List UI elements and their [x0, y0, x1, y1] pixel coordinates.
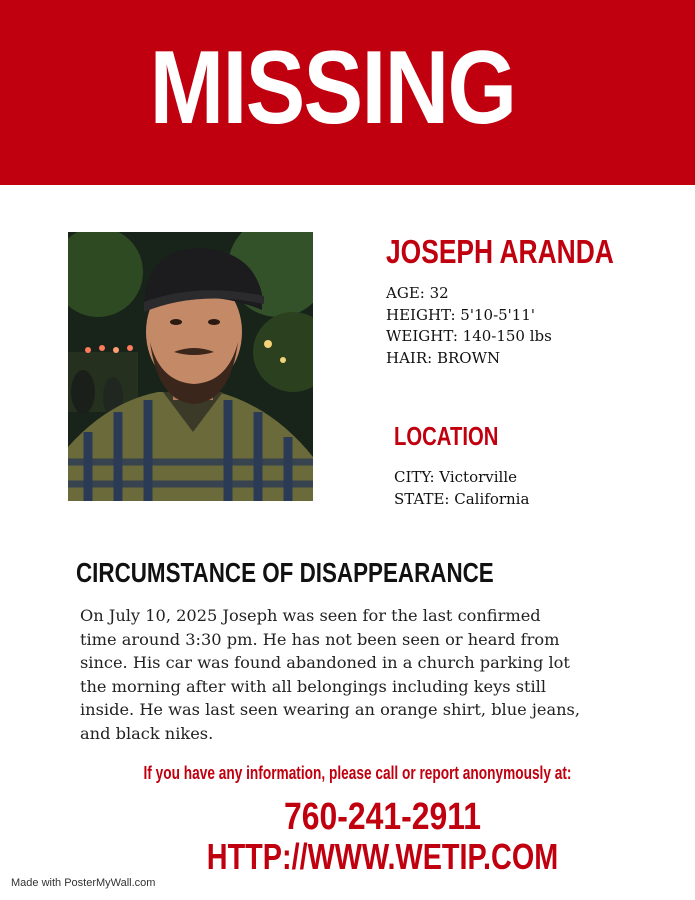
circumstance-line: the morning after with all belongings including keys still	[80, 676, 547, 696]
contact-website: HTTP://WWW.WETIP.COM	[206, 836, 559, 877]
detail-age: AGE: 32	[386, 284, 449, 302]
footer-credit: Made with PosterMyWall.com	[11, 877, 156, 889]
location-state: STATE: California	[394, 489, 530, 508]
missing-person-photo	[68, 232, 313, 501]
circumstance-line: inside. He was last seen wearing an orange shirt, blue jeans,	[80, 700, 581, 719]
location-heading: LOCATION	[394, 421, 499, 451]
person-name: JOSEPH ARANDA	[386, 233, 614, 270]
circumstance-line: On July 10, 2025 Joseph was seen for the last confirmed	[80, 606, 541, 625]
circumstance-heading: CIRCUMSTANCE OF DISAPPEARANCE	[76, 557, 494, 588]
detail-hair: HAIR: BROWN	[386, 348, 501, 367]
detail-weight: WEIGHT: 140-150 lbs	[386, 327, 552, 345]
detail-height: HEIGHT: 5'10-5'11'	[386, 305, 536, 324]
circumstance-line: and black nikes.	[80, 723, 214, 743]
location-city: CITY: Victorville	[394, 468, 518, 486]
circumstance-line: since. His car was found abandoned in a church parking lot	[80, 653, 570, 672]
contact-prompt: If you have any information, please call or report anonymously at:	[143, 763, 572, 783]
circumstance-line: time around 3:30 pm. He has not been seen or heard from	[80, 629, 560, 649]
location-details	[394, 467, 529, 510]
poster-title: MISSING	[149, 30, 516, 146]
header-banner	[0, 0, 695, 185]
contact-phone: 760-241-2911	[283, 796, 482, 838]
person-details	[386, 283, 552, 369]
circumstance-text	[80, 604, 620, 745]
